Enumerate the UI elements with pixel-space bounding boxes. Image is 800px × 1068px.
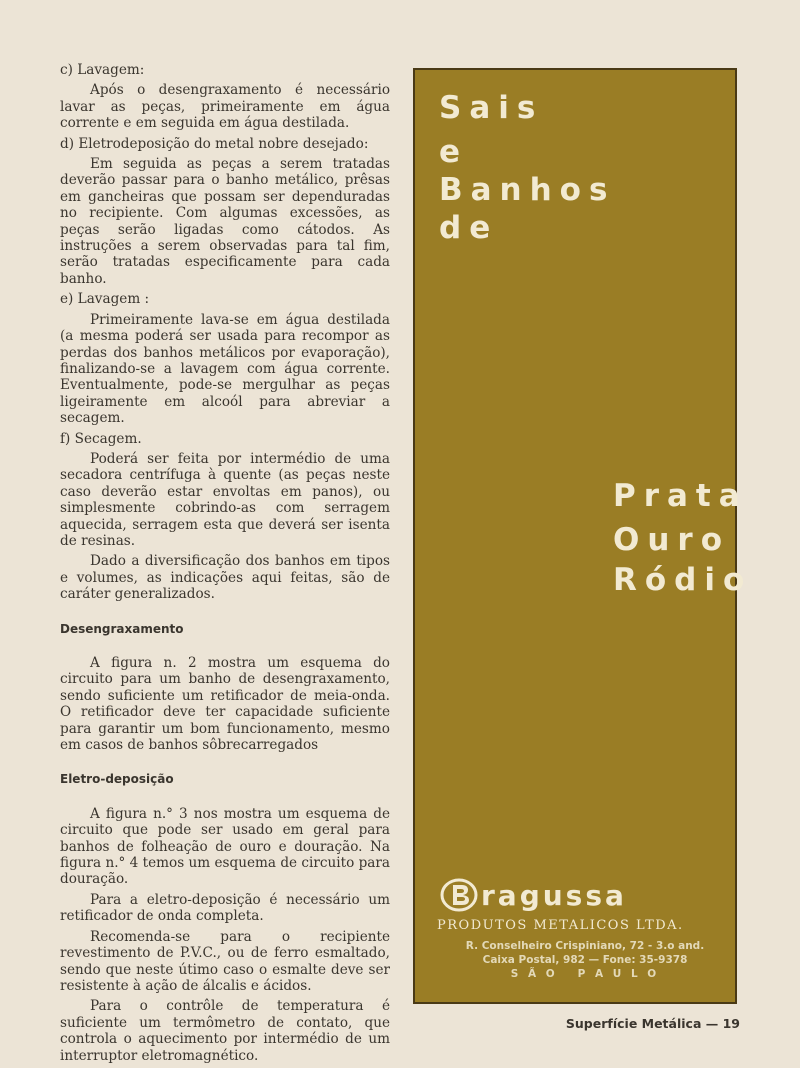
address-line-1: R. Conselheiro Crispiniano, 72 - 3.o and. — [465, 940, 705, 952]
eletrodeposicao-paragraph-3: Recomenda-se para o recipiente revestimento de P.V.C., ou de ferro esmaltado, sendo que neste útimo caso o esmalte deve ser resistente à ação de álcalis e ácidos. — [60, 928, 390, 994]
step-f-text: Poderá ser feita por intermédio de uma secadora centrífuga à quente (as peças neste caso deverão estar envoltas em panos), ou simplesmente cobrindo-as com serragem aquecida, serragem esta que deverá ser isenta de resinas. — [60, 450, 390, 549]
eletrodeposicao-paragraph-4: Para o contrôle de temperatura é suficiente um termômetro de contato, que controla o aquecimento por intermédio de um interruptor eletromagnético. — [60, 998, 390, 1064]
ad-metal-ouro: Ouro — [613, 522, 731, 558]
bragussa-logo-icon — [439, 877, 479, 913]
step-d-text: Em seguida as peças a serem tratadas deverão passar para o banho metálico, prêsas em gancheiras que possam ser dependuradas no recipiente. Com algumas excessões, as peças serão ligadas como cátodos. As instruções a serem observadas para tal fim, serão tratadas especificamente para cada banho. — [60, 156, 390, 287]
ad-headline-sais: Sais — [439, 90, 544, 126]
step-e-text: Primeiramente lava-se em água destilada (a mesma poderá ser usada para recompor as perdas dos banhos metálicos por evaporação), finalizando-se a lavagem com água corrente. Eventualmente, pode-se mergulhar as peças ligeiramente em alcoól para abreviar a secagem. — [60, 311, 390, 427]
section-heading-desengraxamento: Desengraxamento — [60, 621, 184, 636]
step-c-label: c) Lavagem: — [60, 62, 145, 78]
step-f-label: f) Secagem. — [60, 430, 142, 447]
ad-headline-banhos: Banhos — [439, 172, 616, 208]
company-name: PRODUTOS METALICOS LTDA. — [437, 918, 684, 933]
ad-headline-e: e — [439, 134, 469, 170]
article-column — [60, 62, 390, 1068]
advertisement-panel — [413, 68, 753, 1004]
ad-metal-prata: Prata — [613, 478, 748, 514]
step-c-text: Após o desengraxamento é necessário lavar as peças, primeiramente em água corrente e em seguida em água destilada. — [60, 82, 390, 132]
desengraxamento-paragraph: A figura n. 2 mostra um esquema do circuito para um banho de desengraxamento, sendo suficiente um retificador de meia-onda. O retificador deve ter capacidade suficiente para garantir um bom funcionamento, mesmo em casos de banhos sôbrecarregados — [60, 655, 390, 754]
step-d-label: d) Eletrodeposição do metal nobre desejado: — [60, 135, 369, 152]
address-city: S Ã O P A U L O — [510, 968, 660, 980]
section-heading-eletrodeposicao: Eletro-deposição — [60, 772, 174, 787]
step-f-text-2: Dado a diversificação dos banhos em tipos e volumes, as indicações aqui feitas, são de caráter generalizados. — [60, 553, 390, 603]
eletrodeposicao-paragraph-1: A figura n.° 3 nos mostra um esquema de circuito que pode ser usado em geral para banhos de folheação de ouro e douração. Na figura n.° 4 temos um esquema de circuito para douração. — [60, 805, 390, 888]
brand-name: ragussa — [481, 878, 627, 912]
ad-headline-de: de — [439, 210, 499, 246]
ad-metal-rodio: Ródio — [613, 562, 753, 598]
address-line-2: Caixa Postal, 982 — Fone: 35-9378 — [482, 954, 688, 966]
page-footer: Superfície Metálica — 19 — [565, 1016, 740, 1031]
eletrodeposicao-paragraph-2: Para a eletro-deposição é necessário um retificador de onda completa. — [60, 891, 390, 925]
bragussa-logo — [439, 875, 719, 915]
step-e-label: e) Lavagem : — [60, 291, 150, 308]
